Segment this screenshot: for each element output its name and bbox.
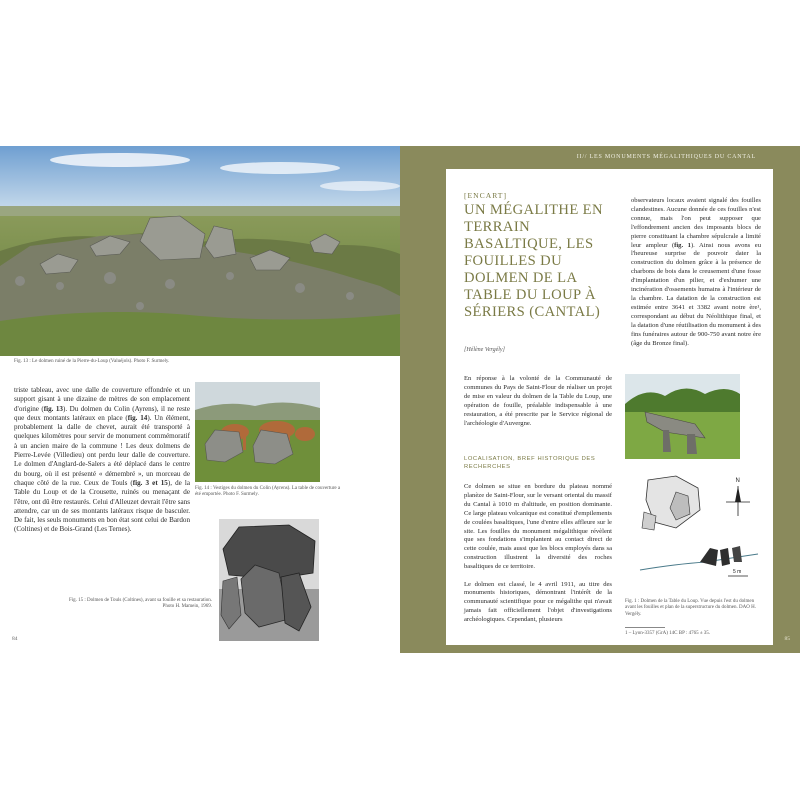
photo-pierre-du-loup xyxy=(0,146,400,356)
landscape-illustration xyxy=(0,146,400,356)
book-spread xyxy=(0,146,800,653)
running-head: II// LES MONUMENTS MÉGALITHIQUES DU CANTAL xyxy=(576,154,756,160)
body-text: observateurs locaux avaient signalé des fouilles clandestines. Aucune donnée de ces fouilles n'est connue, mais l'on peut supposer que l'effondrement ancien des imposants blocs de pierre constituant la chambre sépulcrale a limité leur ampleur (fig. 1). Ainsi nous avons eu l'heureuse surprise de pouvoir dater la construction du dolmen grâce à la présence de charbons de bois dans le creusement d'une fosse d'implantation d'un pilier, et d'exhumer une incinération d'ossements humains à l'intérieur de la chambre. La datation de la construction est estimée entre 3641 et 3382 avant notre ère¹, correspondant au début du Néolithique final, et la datation d'une réutilisation du monument à des fins funéraires autour de 900-750 avant notre ère (âge du Bronze final). xyxy=(631,197,761,347)
paragraph: Le dolmen est classé, le 4 avril 1911, au titre des monuments historiques, démontrant l'intérêt de la communauté scientifique pour ce mégalithe qui n'avait jamais fait officiellement l'objet d'investigations archéologiques. Cependant, plusieurs xyxy=(464,580,612,624)
section-body xyxy=(464,483,612,634)
figure-caption: Fig. 13 : Le dolmen ruiné de la Pierre-du-Loup (Valuéjols). Photo F. Surmely. xyxy=(14,359,170,364)
encart-title: UN MÉGALITHE EN TERRAIN BASALTIQUE, LES FOUILLES DU DOLMEN DE LA TABLE DU LOUP À SÉRIERS (CANTAL) xyxy=(464,202,603,320)
scale-label: 5 m xyxy=(733,569,742,575)
body-text: triste tableau, avec une dalle de couverture effondrée et un support gisant à une dizaine de mètres de son emplacement d'origine (fig. 13). Du dolmen du Colin (Ayrens), il ne reste que deux montants latéraux en place (fig. 14). Un élément, probablement la dalle de chevet, aurait été transporté à quelques kilomètres pour servir de monument commémoratif à un ancien maire de la commune ! Les deux dolmens de Pierre-Levée (Villedieu) ont perdu leur dalle de couverture. Le dolmen d'Anglard-de-Salers a été déplacé dans le centre du bourg, où il est présenté « démembré », un morceau de chaque côté de la rue. Ceux de Touls (fig. 3 et 15), de la Table du Loup et de la Crousette, ruinés ou menaçant de l'être, ont dû être restaurés. Celui d'Alleuzet devrait l'être sans attendre, car un de ses montants latéraux risque de basculer. De fait, les seuls monuments en bon état sont celui de Bardon (Coltines) et de Bois-Grand (Les Ternes). xyxy=(14,386,190,534)
page-number: 85 xyxy=(784,636,790,642)
photo-dolmen-colin xyxy=(195,382,320,482)
figure-caption: Fig. 1 : Dolmen de la Table du Loup. Vue depuis l'est du dolmen avant les fouilles et plan de la superstructure du dolmen. DAO H. Vergély. xyxy=(625,599,756,617)
dolmen-photo-illustration xyxy=(625,374,740,459)
bw-dolmen-illustration xyxy=(219,519,319,641)
photo-table-du-loup xyxy=(625,374,740,459)
figure-caption: Fig. 14 : Vestiges du dolmen du Colin (Ayrens). La table de couverture a été emportée. Photo F. Surmely. xyxy=(195,486,341,498)
north-arrow-icon xyxy=(726,486,750,516)
cows-illustration xyxy=(195,382,320,482)
section-heading: LOCALISATION, BREF HISTORIQUE DES RECHERCHES xyxy=(464,456,596,470)
figure-caption: Fig. 15 : Dolmen de Touls (Coltines), avant sa fouille et sa restauration. Photo H. Mamein, 1969. xyxy=(68,598,212,610)
encart-tag: [ENCART] xyxy=(464,191,507,200)
paragraph: Ce dolmen se situe en bordure du plateau nommé planèze de Saint-Flour, sur le versant oriental du massif du Cantal à 1010 m d'altitude, en position dominante. Ce large plateau volcanique est constitué d'empilements de coulées basaltiques, l'une d'entre elles affleure sur le site. Les fouilles du monument mégalithique révèlent que ses fondations s'implantent au contact direct de cette coulée, mais aussi que les blocs employés dans sa construction illustrent la diversité des roches basaltiques de ce territoire. xyxy=(464,483,612,571)
photo-dolmen-touls xyxy=(219,519,319,641)
intro-text: En réponse à la volonté de la Communauté de communes du Pays de Saint-Flour de réaliser un projet de mise en valeur du dolmen de la Table du Loup, une opération de fouille, préalable indispensable à une restauration, a été prescrite par le Service régional de l'archéologie d'Auvergne. xyxy=(464,375,612,427)
encart-box xyxy=(446,169,773,645)
plan-drawing xyxy=(636,472,761,587)
page-number: 84 xyxy=(12,636,18,642)
encart-author: [Hélène Vergély] xyxy=(464,347,505,353)
north-label: N xyxy=(735,478,740,484)
left-page xyxy=(0,146,400,653)
footnote: 1 – Lyon-3357 (GrA) 14C BP : 4765 ± 35. xyxy=(625,631,711,636)
footnote-rule xyxy=(625,627,665,628)
dolmen-plan xyxy=(636,472,761,587)
